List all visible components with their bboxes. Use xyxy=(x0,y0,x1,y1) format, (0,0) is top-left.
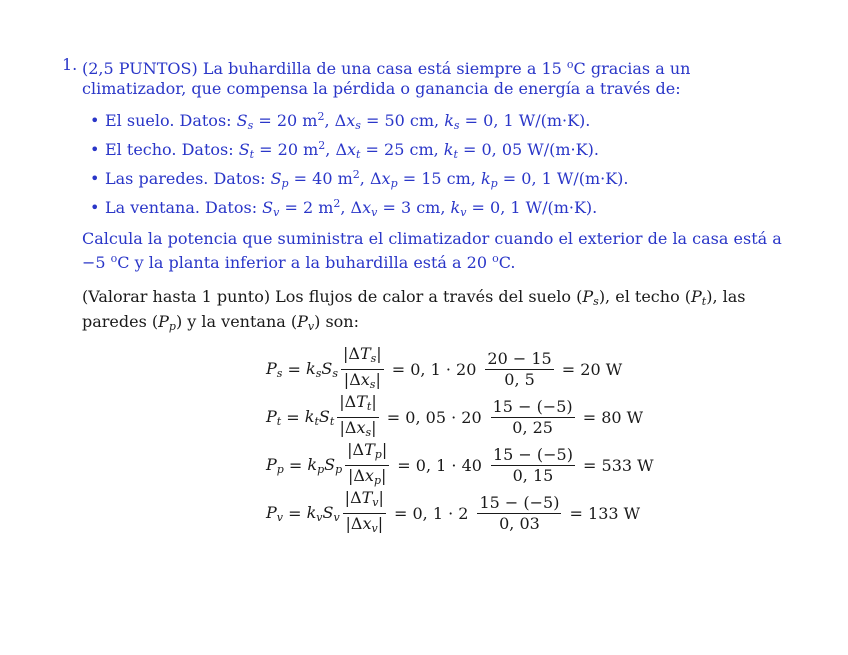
equation-paredes: $P_p$ = $k_pS_p$ $\frac{|\Delta T_p|}{|\Delta x_p|}$ = 0, 1 · 40 $\frac{15 - (-5)}{0, 15}$ = 533 W xyxy=(266,439,654,487)
problem-statement-html: (2,5 PUNTOS) La buhardilla de una casa está siempre a 15 $^o$C gracias a un climatizador, que compensa la pérdida o ganancia de energía a través de: xyxy=(82,58,691,98)
bullet-icon: • xyxy=(90,111,100,130)
bullet-paredes: • Las paredes. Datos: $S_p = 40$ $m^2$, $\Delta x_p = 15$ cm, $k_p = 0$, 1 W/(m·K). xyxy=(90,168,629,190)
bullet-icon: • xyxy=(90,169,100,188)
bullet-icon: • xyxy=(90,198,100,217)
equation-ventana: $P_v$ = $k_vS_v$ $\frac{|\Delta T_v|}{|\Delta x_v|}$ = 0, 1 · 2 $\frac{15 - (-5)}{0, 03}$ = 133 W xyxy=(266,487,641,535)
data-bullet-list xyxy=(90,107,629,223)
problem-question: Calcula la potencia que suministra el climatizador cuando el exterior de la casa está a −5 $^o$C y la planta inferior a la buhardilla está a 20 $^o$C. xyxy=(82,229,782,272)
problem-statement xyxy=(82,55,792,99)
equation-block xyxy=(266,345,654,537)
bullet-ventana: • La ventana. Datos: $S_v = 2$ $m^2$, $\Delta x_v = 3$ cm, $k_v = 0$, 1 W/(m·K). xyxy=(90,197,598,219)
bullet-icon: • xyxy=(90,140,100,159)
problem-number: 1. xyxy=(62,55,78,74)
bullet-techo: • El techo. Datos: $S_t = 20$ $m^2$, $\Delta x_t = 25$ cm, $k_t = 0$, 05 W/(m·K). xyxy=(90,139,599,161)
solution-intro: (Valorar hasta 1 punto) Los flujos de calor a través del suelo $(P_s)$, el techo $(P_t)$, las paredes $(P_p)$ y la ventana $(P_v)$ son: xyxy=(82,287,746,333)
equation-techo: $P_t$ = $k_tS_t$ $\frac{|\Delta T_t|}{|\Delta x_s|}$ = 0, 05 · 20 $\frac{15 - (-5)}{0, 25}$ = 80 W xyxy=(266,391,644,439)
bullet-suelo: • El suelo. Datos: $S_s = 20$ $m^2$, $\Delta x_s = 50$ cm, $k_s = 0$, 1 W/(m·K). xyxy=(90,110,591,132)
equation-suelo: $P_s$ = $k_sS_s$ $\frac{|\Delta T_s|}{|\Delta x_s|}$ = 0, 1 · 20 $\frac{20 - 15}{0, 5}$ = 20 W xyxy=(266,343,623,391)
